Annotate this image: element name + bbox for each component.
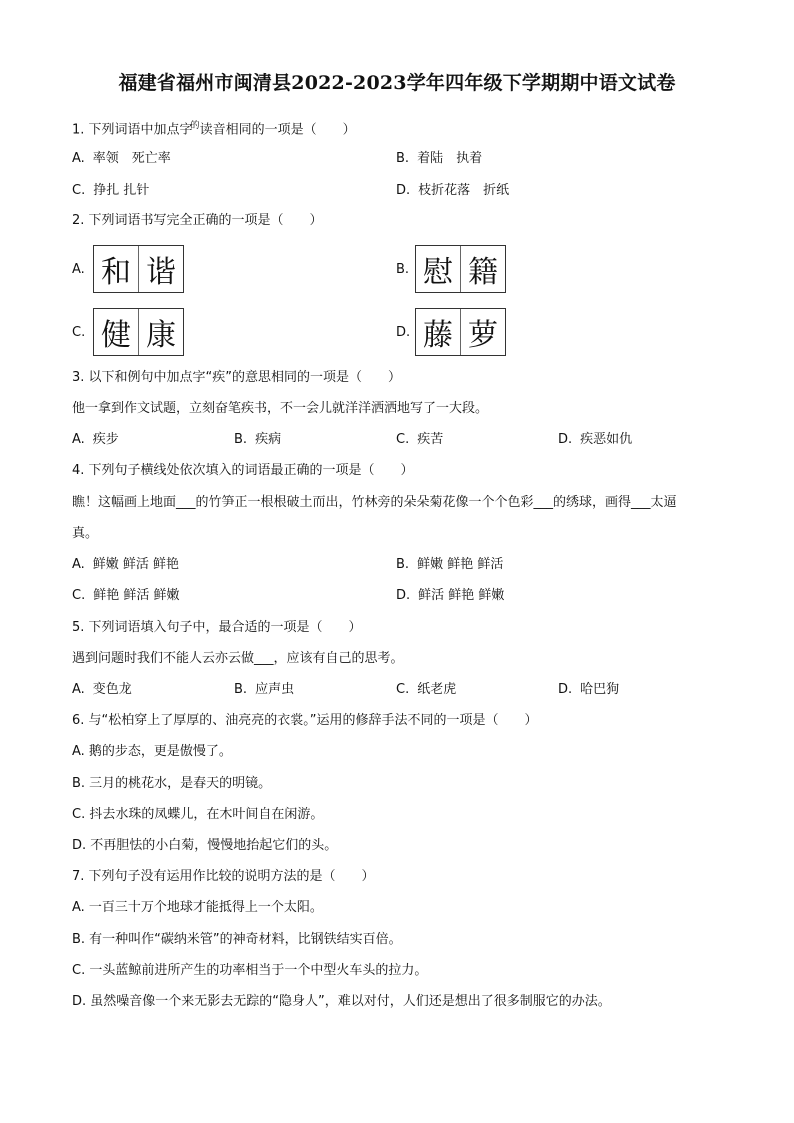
char-cell: 慰 (423, 255, 453, 290)
q7-option-c[interactable]: C. 一头蓝鲸前进所产生的功率相当于一个中型火车头的拉力。 (72, 963, 428, 978)
q5-option-a[interactable]: A. 变色龙 (72, 682, 132, 697)
q6-option-d[interactable]: D. 不再胆怯的小白菊，慢慢地抬起它们的头。 (72, 838, 338, 853)
question-2-stem: 2. 下列词语书写完全正确的一项是（ ） (72, 213, 323, 228)
page-title: 福建省福州市闽清县2022-2023学年四年级下学期期中语文试卷 (118, 72, 676, 94)
q2-option-b-grid[interactable] (415, 245, 506, 293)
q3-option-a[interactable]: A. 疾步 (72, 432, 119, 447)
q1-option-c[interactable]: C. 挣扎 扎针 (72, 183, 150, 198)
q2-option-d-key: D. (396, 325, 411, 340)
q2-option-a-grid[interactable] (93, 245, 184, 293)
q1-option-d[interactable]: D. 枝折花落 折纸 (396, 183, 510, 198)
question-4-passage-line-1: 瞧！这幅画上地面___的竹笋正一根根破土而出，竹林旁的朵朵菊花像一个个色彩___的绣球，画得___太逼 (72, 495, 677, 510)
emphasis-dot-mark: 的 (190, 121, 200, 131)
char-cell: 萝 (460, 309, 505, 355)
q2-option-c-key: C. (72, 325, 86, 340)
question-6-stem: 6. 与“松柏穿上了厚厚的、油亮亮的衣裳。”运用的修辞手法不同的一项是（ ） (72, 713, 538, 728)
question-1-stem-a: 1. 下列词语中加点字 (72, 122, 193, 138)
question-5-sentence: 遇到问题时我们不能人云亦云做___，应该有自己的思考。 (72, 651, 404, 666)
char-cell: 籍 (460, 246, 505, 292)
q1-option-a[interactable]: A. 率领 死亡率 (72, 151, 171, 166)
q3-option-c[interactable]: C. 疾苦 (396, 432, 444, 447)
char-cell: 健 (101, 318, 131, 353)
q7-option-b[interactable]: B. 有一种叫作“碳纳米管”的神奇材料，比钢铁结实百倍。 (72, 932, 402, 947)
question-4-stem: 4. 下列句子横线处依次填入的词语最正确的一项是（ ） (72, 463, 414, 478)
q2-option-a-key: A. (72, 262, 85, 277)
q5-option-d[interactable]: D. 哈巴狗 (558, 682, 620, 697)
question-1-stem-b: 读音相同的一项是（ ） (199, 122, 356, 138)
q3-option-d[interactable]: D. 疾恶如仇 (558, 432, 633, 447)
q7-option-d[interactable]: D. 虽然噪音像一个来无影去无踪的“隐身人”，难以对付，人们还是想出了很多制服它的办法。 (72, 994, 611, 1009)
char-cell: 和 (101, 255, 131, 290)
char-cell: 谐 (138, 246, 183, 292)
question-1-stem (72, 117, 356, 139)
question-5-stem: 5. 下列词语填入句子中，最合适的一项是（ ） (72, 620, 362, 635)
q7-option-a[interactable]: A. 一百三十万个地球才能抵得上一个太阳。 (72, 900, 323, 915)
q6-option-a[interactable]: A. 鹅的步态，更是傲慢了。 (72, 744, 232, 759)
q6-option-b[interactable]: B. 三月的桃花水，是春天的明镜。 (72, 776, 272, 791)
char-cell: 康 (138, 309, 183, 355)
q3-option-b[interactable]: B. 疾病 (234, 432, 282, 447)
question-4-passage-line-2: 真。 (72, 526, 99, 541)
q5-option-b[interactable]: B. 应声虫 (234, 682, 295, 697)
question-3-example: 他一拿到作文试题，立刻奋笔疾书，不一会儿就洋洋洒洒地写了一大段。 (72, 401, 489, 416)
q2-option-d-grid[interactable] (415, 308, 506, 356)
q2-option-b-key: B. (396, 262, 410, 277)
q4-option-c[interactable]: C. 鲜艳 鲜活 鲜嫩 (72, 588, 180, 603)
q5-option-c[interactable]: C. 纸老虎 (396, 682, 457, 697)
q2-option-c-grid[interactable] (93, 308, 184, 356)
q6-option-c[interactable]: C. 抖去水珠的凤蝶儿，在木叶间自在闲游。 (72, 807, 324, 822)
q4-option-d[interactable]: D. 鲜活 鲜艳 鲜嫩 (396, 588, 505, 603)
q4-option-a[interactable]: A. 鲜嫩 鲜活 鲜艳 (72, 557, 180, 572)
q1-option-b[interactable]: B. 着陆 执着 (396, 151, 483, 166)
question-7-stem: 7. 下列句子没有运用作比较的说明方法的是（ ） (72, 869, 375, 884)
question-3-stem: 3. 以下和例句中加点字“疾”的意思相同的一项是（ ） (72, 370, 402, 385)
char-cell: 藤 (423, 318, 453, 353)
q4-option-b[interactable]: B. 鲜嫩 鲜艳 鲜活 (396, 557, 504, 572)
